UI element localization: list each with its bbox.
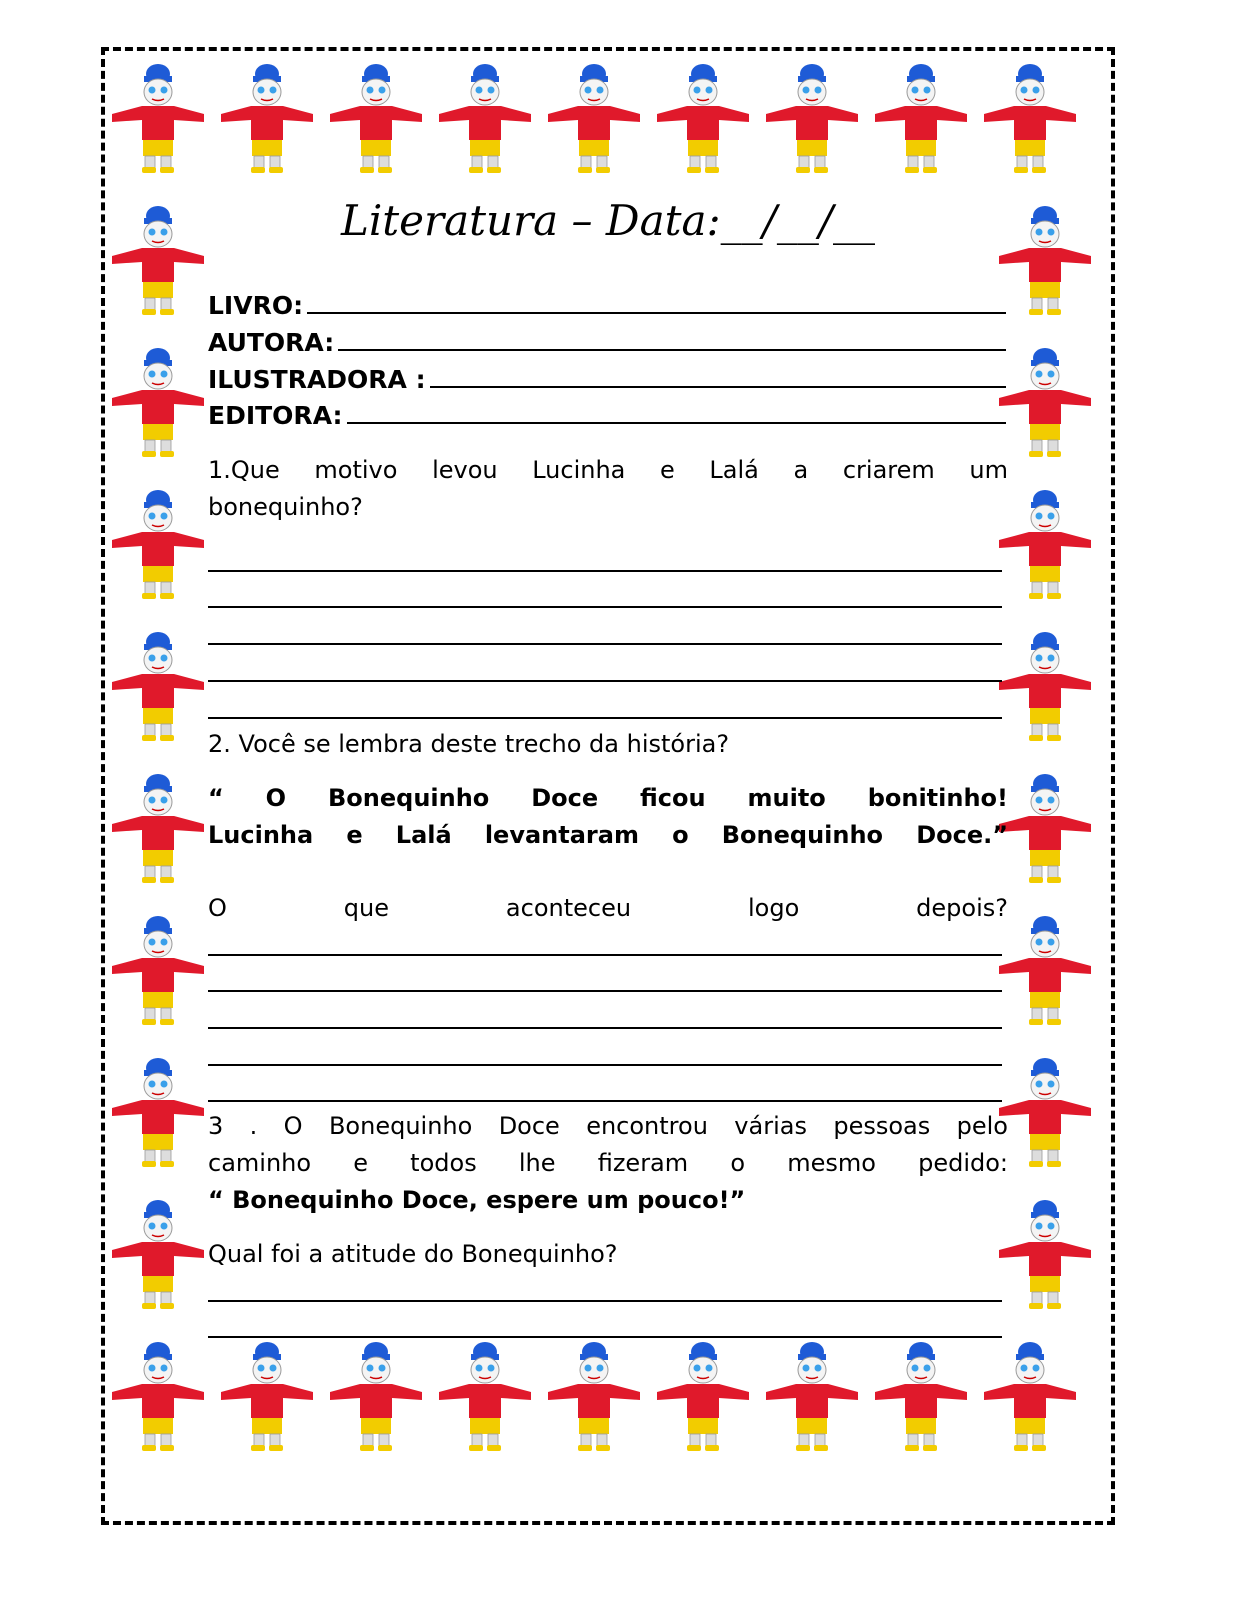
doll-illustration [871,1340,969,1452]
autora-answer-line[interactable] [338,349,1006,351]
ilustradora-field [208,362,1006,394]
editora-field [208,398,1006,430]
question-1-line-1: 1.Que motivo levou Lucinha e Lalá a criarem um [208,456,1008,484]
doll-illustration [995,1198,1093,1310]
doll-illustration [871,62,969,174]
doll-illustration [762,1340,860,1452]
doll-illustration [544,62,642,174]
answer-line[interactable] [208,643,1002,645]
autora-label: AUTORA: [208,328,335,357]
doll-illustration [326,62,424,174]
doll-illustration [653,1340,751,1452]
answer-line[interactable] [208,1336,1002,1338]
doll-illustration [217,1340,315,1452]
answer-line[interactable] [208,717,1002,719]
question-3-quote: “ Bonequinho Doce, espere um pouco!” [208,1186,746,1214]
question-3-line-1: 3 . O Bonequinho Doce encontrou várias pessoas pelo [208,1112,1008,1140]
doll-illustration [653,62,751,174]
answer-line[interactable] [208,1300,1002,1302]
doll-illustration [995,346,1093,458]
answer-line[interactable] [208,1064,1002,1066]
doll-illustration [108,1340,206,1452]
doll-illustration [108,204,206,316]
livro-field [208,288,1006,320]
ilustradora-label: ILUSTRADORA : [208,365,426,394]
editora-label: EDITORA: [208,401,343,430]
doll-illustration [995,1056,1093,1168]
doll-illustration [108,1056,206,1168]
answer-line[interactable] [208,606,1002,608]
answer-line[interactable] [208,954,1002,956]
doll-illustration [544,1340,642,1452]
ilustradora-answer-line[interactable] [430,386,1006,388]
doll-illustration [108,630,206,742]
doll-illustration [108,914,206,1026]
question-2-question: O que aconteceu logo depois? [208,894,1008,922]
question-3-line-2: caminho e todos lhe fizeram o mesmo pedido: [208,1149,1008,1177]
doll-illustration [108,1198,206,1310]
answer-line[interactable] [208,1027,1002,1029]
quote-line-1: “ O Bonequinho Doce ficou muito bonitinho! [208,784,1008,812]
doll-illustration [326,1340,424,1452]
autora-field [208,325,1006,357]
doll-illustration [995,488,1093,600]
question-1-line-2: bonequinho? [208,493,363,521]
livro-answer-line[interactable] [307,312,1006,314]
editora-answer-line[interactable] [347,422,1007,424]
livro-label: LIVRO: [208,291,304,320]
doll-illustration [995,630,1093,742]
doll-illustration [108,346,206,458]
answer-line[interactable] [208,1100,1002,1102]
doll-illustration [217,62,315,174]
answer-line[interactable] [208,680,1002,682]
quote-line-2: Lucinha e Lalá levantaram o Bonequinho Doce.” [208,821,1008,849]
doll-illustration [108,772,206,884]
doll-illustration [435,62,533,174]
question-3-question: Qual foi a atitude do Bonequinho? [208,1240,618,1268]
doll-illustration [435,1340,533,1452]
answer-line[interactable] [208,570,1002,572]
question-2-prompt: 2. Você se lembra deste trecho da história? [208,730,730,758]
doll-illustration [995,204,1093,316]
page-title: Literatura – Data:__/__/__ [340,196,875,245]
doll-illustration [980,1340,1078,1452]
doll-illustration [762,62,860,174]
doll-illustration [995,914,1093,1026]
doll-illustration [108,62,206,174]
doll-illustration [995,772,1093,884]
doll-illustration [108,488,206,600]
answer-line[interactable] [208,990,1002,992]
doll-illustration [980,62,1078,174]
